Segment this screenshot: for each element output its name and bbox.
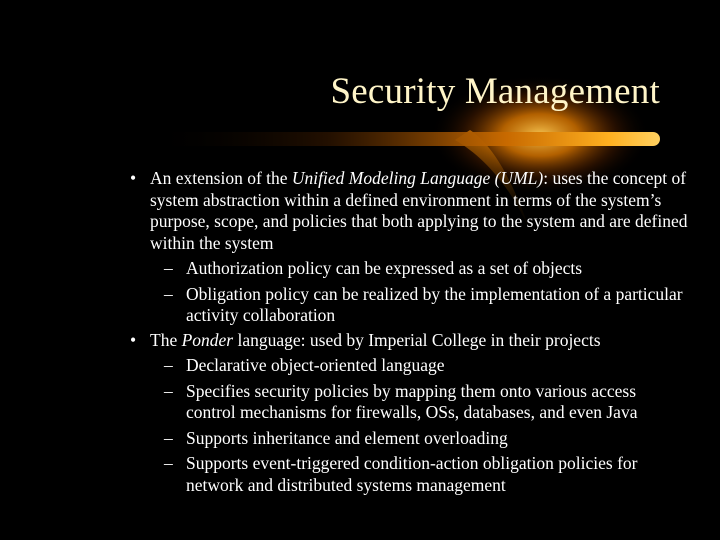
subbullet-declarative xyxy=(128,355,688,377)
subbullet-text: Declarative object-oriented language xyxy=(186,355,445,375)
subbullet-marker: – xyxy=(164,355,173,375)
subbullet-obligation xyxy=(128,284,688,327)
bullet-text-prefix: The xyxy=(150,329,182,350)
bullet-ponder xyxy=(128,330,688,352)
bullet-marker: • xyxy=(130,168,137,188)
subbullet-marker: – xyxy=(164,427,173,448)
slide-body xyxy=(128,165,688,496)
subbullet-marker: – xyxy=(164,283,173,304)
title-bar xyxy=(150,132,660,146)
subbullet-text: Obligation policy can be realized by the implementation of a particular activity collaboration xyxy=(186,283,683,325)
bullet-text-suffix: language: used by Imperial College in their projects xyxy=(233,329,601,350)
subbullet-marker: – xyxy=(164,258,173,278)
bullet-uml xyxy=(128,168,688,254)
subbullet-text: Supports event-triggered condition-action obligation policies for network and distributed systems management xyxy=(186,453,638,495)
subbullet-authorization xyxy=(128,258,688,280)
bullet-text-prefix: An extension of the xyxy=(150,168,292,188)
bullet-marker: • xyxy=(130,329,137,350)
subbullet-marker: – xyxy=(164,380,173,401)
subbullet-inheritance xyxy=(128,428,688,450)
subbullet-specifies xyxy=(128,381,688,424)
subbullet-text: Supports inheritance and element overloading xyxy=(186,427,508,448)
subbullet-text: Authorization policy can be expressed as a set of objects xyxy=(186,258,583,278)
subbullet-text: Specifies security policies by mapping them onto various access control mechanisms for firewalls, OSs, databases, and even Java xyxy=(186,380,638,422)
bullet-text-emphasis: Ponder xyxy=(181,329,234,350)
subbullet-event-triggered xyxy=(128,453,688,496)
slide-title: Security Management xyxy=(330,71,660,112)
bullet-text-suffix: : uses the concept of system abstraction within a defined environment in terms of the system’s purpose, scope, and policies that both applying to the system and are defined within the system xyxy=(150,168,688,253)
bullet-text-emphasis: Unified Modeling Language (UML) xyxy=(291,168,544,188)
subbullet-marker: – xyxy=(164,453,173,473)
